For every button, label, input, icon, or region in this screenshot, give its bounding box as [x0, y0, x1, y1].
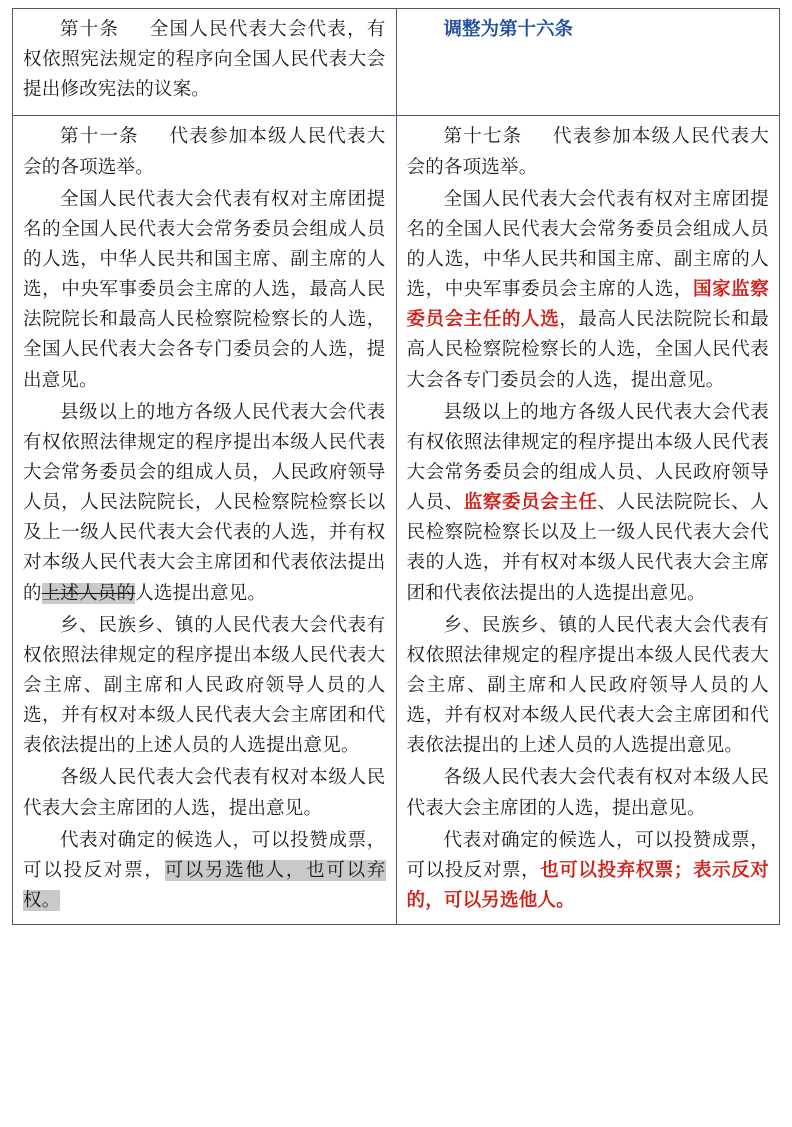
paragraph-original-6	[23, 826, 386, 916]
paragraph-text: 乡、民族乡、镇的人民代表大会代表有权依照法律规定的程序提出本级人民代表大会主席、副主席和人民政府领导人员的人选，并有权对本级人民代表大会主席团和代表依法提出的上述人员的人选提出意见。	[23, 614, 386, 757]
paragraph-revised-2	[407, 185, 770, 396]
paragraph-text: 乡、民族乡、镇的人民代表大会代表有权依照法律规定的程序提出本级人民代表大会主席、副主席和人民政府领导人员的人选，并有权对本级人民代表大会主席团和代表依法提出的上述人员的人选提出意见。	[406, 614, 769, 757]
paragraph-revised-5	[407, 763, 770, 823]
highlighted-text-b: 可以弃权。	[23, 859, 386, 911]
table-cell-original-2	[13, 116, 397, 925]
paragraph-revised-3	[407, 398, 770, 609]
paragraph-text-b: ，最高人民法院院长和最高人民检察院检察长的人选，全国人民代表大会各专门委员会的人选，提出意见。	[406, 309, 769, 391]
highlighted-text-a: 可以另选他人，也	[164, 859, 327, 881]
paragraph-article-17	[407, 122, 770, 182]
paragraph-text-a: 县级以上的地方各级人民代表大会代表有权依照法律规定的程序提出本级人民代表大会常务委员会的组成人员，人民政府领导人员，人民法院院长，人民检察院检察长以及上一级人民代表大会代表的人选，并有权对本级人民代表大会主席团和代表依法提出的	[23, 401, 386, 604]
paragraph-text-b: 人选提出意见。	[135, 582, 267, 604]
paragraph-original-5	[23, 763, 386, 823]
paragraph-text-a: 代表对确定的候选人，可以投赞成票，可以投反对票，	[406, 829, 769, 881]
article-label: 第十一条	[60, 126, 139, 148]
paragraph-text: 全国人民代表大会代表，有权依照宪法规定的程序向全国人民代表大会提出修改宪法的议案。	[23, 19, 386, 101]
paragraph-original-4	[23, 611, 386, 762]
paragraph-article-11	[23, 122, 386, 182]
renumber-note: 调整为第十六条	[443, 19, 574, 40]
table-cell-revised-2	[396, 116, 780, 925]
paragraph-text-a: 全国人民代表大会代表有权对主席团提名的全国人民代表大会常务委员会组成人员的人选，中华人民共和国主席、副主席的人选，中央军事委员会主席的人选，	[406, 188, 769, 301]
table-cell-original-1	[13, 9, 397, 116]
paragraph-text-a: 代表对确定的候选人，可以投赞成票，可以投反对票，	[23, 829, 386, 881]
paragraph-text: 代表参加本级人民代表大会的各项选举。	[23, 126, 386, 178]
table-cell-revised-1	[396, 9, 780, 116]
paragraph-original-2	[23, 185, 386, 396]
paragraph-revised-6	[407, 826, 770, 916]
comparison-table	[12, 8, 780, 925]
paragraph-text: 各级人民代表大会代表有权对本级人民代表大会主席团的人选，提出意见。	[406, 767, 769, 819]
inserted-text: 国家监察委员会主任的人选	[406, 279, 769, 331]
table-row	[13, 116, 780, 925]
deleted-text: 上述人员的	[41, 582, 136, 604]
inserted-text: 监察委员会主任	[463, 492, 598, 514]
paragraph-text: 各级人民代表大会代表有权对本级人民代表大会主席团的人选，提出意见。	[23, 767, 386, 819]
paragraph-article-10	[23, 15, 386, 105]
article-label: 第十七条	[443, 126, 523, 148]
paragraph-text: 全国人民代表大会代表有权对主席团提名的全国人民代表大会常务委员会组成人员的人选，中华人民共和国主席、副主席的人选，中央军事委员会主席的人选，最高人民法院院长和最高人民检察院检察长的人选，全国人民代表大会各专门委员会的人选，提出意见。	[23, 188, 386, 391]
inserted-text: 也可以投弃权票；表示反对的，可以另选他人。	[406, 859, 769, 911]
table-row	[13, 9, 780, 116]
paragraph-text-a: 县级以上的地方各级人民代表大会代表有权依照法律规定的程序提出本级人民代表大会常务委员会的组成人员、人民政府领导人员、	[406, 401, 769, 514]
paragraph-revised-4	[407, 611, 770, 762]
paragraph-original-3	[23, 398, 386, 609]
article-label: 第十条	[60, 19, 120, 40]
paragraph-text-b: 、人民法院院长、人民检察院检察长以及上一级人民代表大会代表的人选，并有权对本级人民代表大会主席团和代表依法提出的人选提出意见。	[406, 492, 769, 604]
paragraph-text: 代表参加本级人民代表大会的各项选举。	[406, 126, 769, 178]
